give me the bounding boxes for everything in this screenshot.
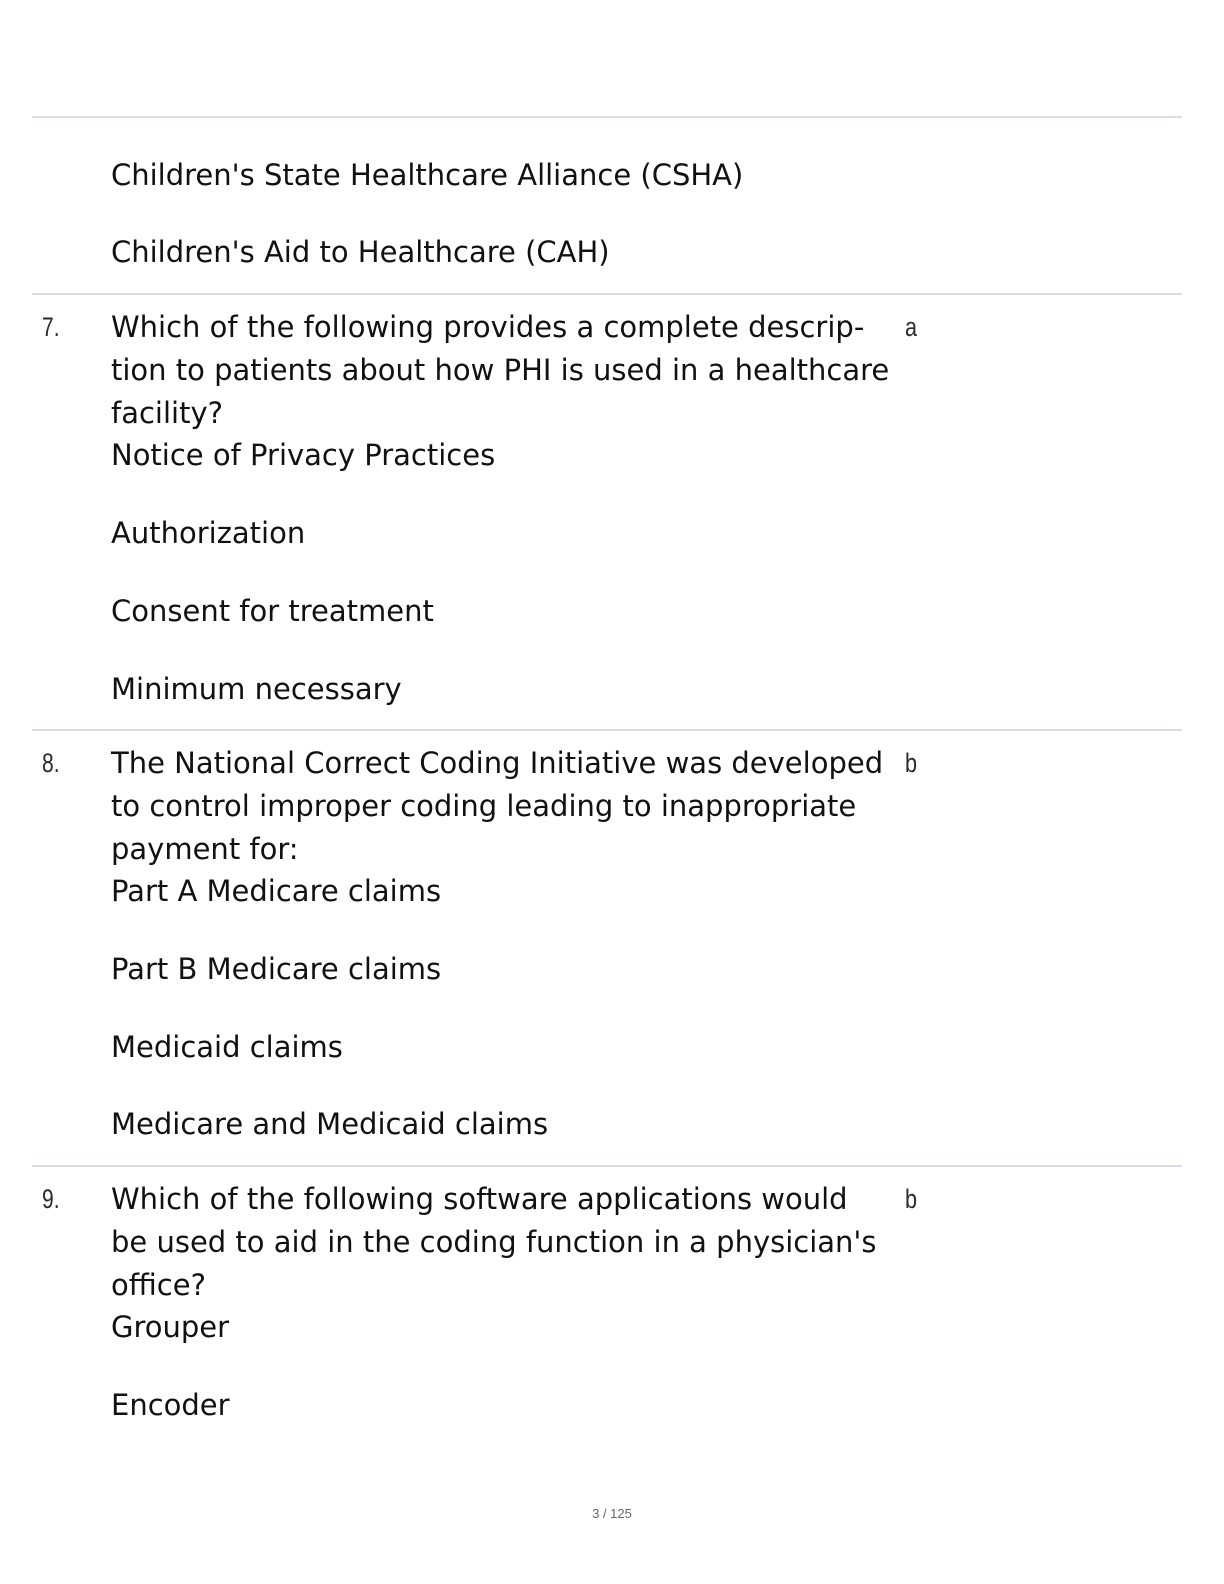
divider-q7 (32, 293, 1182, 295)
option-c: Consent for treatment (111, 594, 434, 628)
divider-top (32, 116, 1182, 118)
answer-key: b (905, 1184, 918, 1214)
option-a: Notice of Privacy Practices (111, 438, 496, 472)
question-number: 7. (42, 312, 60, 342)
question-stem (111, 306, 889, 435)
question-stem-line: be used to aid in the coding function in a physician's (111, 1225, 877, 1259)
divider-q9 (32, 1165, 1182, 1167)
divider-q8 (32, 729, 1182, 731)
option-c: Medicaid claims (111, 1030, 343, 1064)
option-b: Part B Medicare claims (111, 952, 442, 986)
option-b: Authorization (111, 516, 306, 550)
question-stem-line: to control improper coding leading to inappropriate (111, 789, 857, 823)
page-number: 3 / 125 (592, 1506, 632, 1521)
question-stem (111, 742, 883, 871)
question-number: 8. (42, 748, 60, 778)
option-continued-1: Children's State Healthcare Alliance (CSHA) (111, 158, 744, 192)
question-stem-line: Which of the following software applications would (111, 1182, 848, 1216)
question-stem-line: Which of the following provides a complete descrip- (111, 310, 865, 344)
question-stem-line: The National Correct Coding Initiative was developed (111, 746, 884, 780)
question-stem-line: facility? (111, 396, 224, 430)
question-stem (111, 1178, 877, 1307)
option-d: Minimum necessary (111, 672, 402, 706)
question-number: 9. (42, 1184, 60, 1214)
question-stem-line: tion to patients about how PHI is used in a healthcare (111, 353, 890, 387)
question-stem-line: office? (111, 1268, 206, 1302)
answer-key: b (905, 748, 918, 778)
option-a: Part A Medicare claims (111, 874, 442, 908)
option-continued-2: Children's Aid to Healthcare (CAH) (111, 235, 610, 269)
option-a: Grouper (111, 1310, 230, 1344)
answer-key: a (905, 312, 918, 342)
question-stem-line: payment for: (111, 832, 299, 866)
option-b: Encoder (111, 1388, 230, 1422)
option-d: Medicare and Medicaid claims (111, 1107, 549, 1141)
